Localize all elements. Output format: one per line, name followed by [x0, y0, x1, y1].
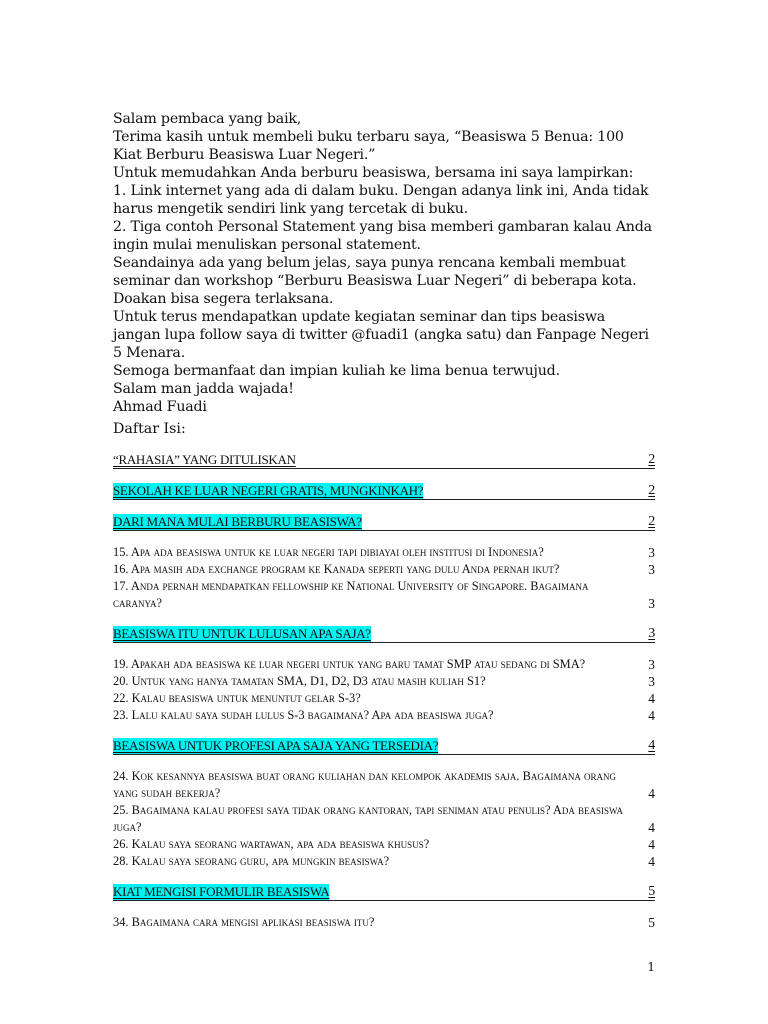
toc-entries — [113, 914, 655, 931]
toc-entries — [113, 544, 655, 612]
toc-section-title[interactable]: “RAHASIA” YANG DITULISKAN — [113, 452, 296, 467]
toc-gap — [113, 500, 655, 514]
toc-entry[interactable] — [113, 690, 655, 707]
intro-line: Semoga bermanfaat dan impian kuliah ke lima benua terwujud. — [113, 363, 560, 379]
toc-section[interactable] — [113, 514, 655, 531]
intro-line: 2. Tiga contoh Personal Statement yang bisa memberi gambaran kalau Anda ingin mulai menuliskan personal statement. — [113, 219, 652, 253]
toc-entry-page: 4 — [648, 837, 655, 852]
toc-section-page: 3 — [648, 626, 655, 641]
toc-entry-title[interactable]: 22. Kalau beasiswa untuk menuntut gelar S-3? — [113, 691, 361, 705]
toc-section-page: 2 — [648, 452, 655, 467]
toc-section[interactable] — [113, 483, 655, 500]
toc-entry-page: 4 — [648, 820, 655, 835]
toc-entry-title[interactable]: 16. Apa masih ada exchange program ke Kanada seperti yang dulu Anda pernah ikut? — [113, 562, 560, 576]
intro-line: Untuk terus mendapatkan update kegiatan seminar dan tips beasiswa jangan lupa follow saya di twitter @fuadi1 (angka satu) dan Fanpage Negeri 5 Menara. — [113, 309, 649, 361]
toc-entry[interactable] — [113, 802, 655, 836]
toc-entry-page: 4 — [648, 691, 655, 706]
intro-line: Seandainya ada yang belum jelas, saya punya rencana kembali membuat seminar dan workshop “Berburu Beasiswa Luar Negeri” di beberapa kota. Doakan bisa segera terlaksana. — [113, 255, 637, 307]
toc-section-title[interactable]: KIAT MENGISI FORMULIR BEASISWA — [113, 884, 330, 899]
toc-entry[interactable] — [113, 836, 655, 853]
toc-entry-title[interactable]: 25. Bagaimana kalau profesi saya tidak orang kantoran, tapi seniman atau penulis? Ada beasiswa juga? — [113, 803, 623, 834]
toc-entry-title[interactable]: 15. Apa ada beasiswa untuk ke luar negeri tapi dibiayai oleh institusi di Indonesia? — [113, 545, 544, 559]
toc-section[interactable] — [113, 884, 655, 901]
toc-entry[interactable] — [113, 561, 655, 578]
toc-entry-title[interactable]: 19. Apakah ada beasiswa ke luar negeri untuk yang baru tamat SMP atau sedang di SMA? — [113, 657, 586, 671]
intro-line: Salam pembaca yang baik, — [113, 111, 302, 127]
intro-line: Untuk memudahkan Anda berburu beasiswa, bersama ini saya lampirkan: — [113, 165, 634, 181]
toc-entry-title[interactable]: 20. Untuk yang hanya tamatan SMA, D1, D2, D3 atau masih kuliah S1? — [113, 674, 486, 688]
toc-entry-title[interactable]: 26. Kalau saya seorang wartawan, apa ada beasiswa khusus? — [113, 837, 430, 851]
toc-entries — [113, 768, 655, 870]
toc-entry-page: 4 — [648, 708, 655, 723]
toc-entry-title[interactable]: 17. Anda pernah mendapatkan fellowship ke National University of Singapore. Bagaimana caranya? — [113, 579, 589, 610]
toc-section-page: 2 — [648, 483, 655, 498]
toc-entry-title[interactable]: 23. Lalu kalau saya sudah lulus S-3 bagaimana? Apa ada beasiswa juga? — [113, 708, 494, 722]
toc-entry-page: 3 — [648, 596, 655, 611]
toc-entry-page: 3 — [648, 674, 655, 689]
toc-entry-page: 3 — [648, 545, 655, 560]
toc-section[interactable] — [113, 738, 655, 755]
toc-entry[interactable] — [113, 656, 655, 673]
table-of-contents — [113, 452, 655, 945]
toc-gap — [113, 612, 655, 626]
toc-entry[interactable] — [113, 914, 655, 931]
toc-gap — [113, 469, 655, 483]
toc-entry-title[interactable]: 28. Kalau saya seorang guru, apa mungkin beasiswa? — [113, 854, 390, 868]
toc-gap — [113, 870, 655, 884]
toc-entry[interactable] — [113, 768, 655, 802]
toc-entry[interactable] — [113, 707, 655, 724]
toc-section-page: 5 — [648, 884, 655, 899]
toc-entries — [113, 656, 655, 724]
author-name: Ahmad Fuadi — [113, 399, 207, 415]
toc-entry-page: 4 — [648, 854, 655, 869]
toc-entry[interactable] — [113, 853, 655, 870]
toc-section-title[interactable]: BEASISWA ITU UNTUK LULUSAN APA SAJA? — [113, 626, 371, 641]
toc-entry[interactable] — [113, 673, 655, 690]
toc-gap — [113, 724, 655, 738]
toc-entry-title[interactable]: 34. Bagaimana cara mengisi aplikasi beasiswa itu? — [113, 915, 375, 929]
toc-section-page: 4 — [648, 738, 655, 753]
toc-entry-title[interactable]: 24. Kok kesannya beasiswa buat orang kuliahan dan kelompok akademis saja. Bagaimana orang yang sudah bekerja? — [113, 769, 616, 800]
page-number: 1 — [647, 960, 655, 974]
toc-heading: Daftar Isi: — [113, 421, 186, 437]
toc-entry-page: 5 — [648, 915, 655, 930]
toc-entry-page: 4 — [648, 786, 655, 801]
toc-section-page: 2 — [648, 514, 655, 529]
toc-section-title[interactable]: BEASISWA UNTUK PROFESI APA SAJA YANG TERSEDIA? — [113, 738, 439, 753]
toc-entry-page: 3 — [648, 562, 655, 577]
intro-letter — [113, 110, 653, 416]
toc-entry-page: 3 — [648, 657, 655, 672]
toc-entry[interactable] — [113, 578, 655, 612]
intro-line: 1. Link internet yang ada di dalam buku. Dengan adanya link ini, Anda tidak harus mengetik sendiri link yang tercetak di buku. — [113, 183, 649, 217]
toc-section-title[interactable]: SEKOLAH KE LUAR NEGERI GRATIS, MUNGKINKAH? — [113, 483, 424, 498]
intro-line: Terima kasih untuk membeli buku terbaru saya, “Beasiswa 5 Benua: 100 Kiat Berburu Beasiswa Luar Negeri.” — [113, 129, 624, 163]
toc-section-title[interactable]: DARI MANA MULAI BERBURU BEASISWA? — [113, 514, 362, 529]
toc-gap — [113, 931, 655, 945]
toc-entry[interactable] — [113, 544, 655, 561]
toc-section[interactable] — [113, 452, 655, 469]
toc-section[interactable] — [113, 626, 655, 643]
intro-line: Salam man jadda wajada! — [113, 381, 294, 397]
